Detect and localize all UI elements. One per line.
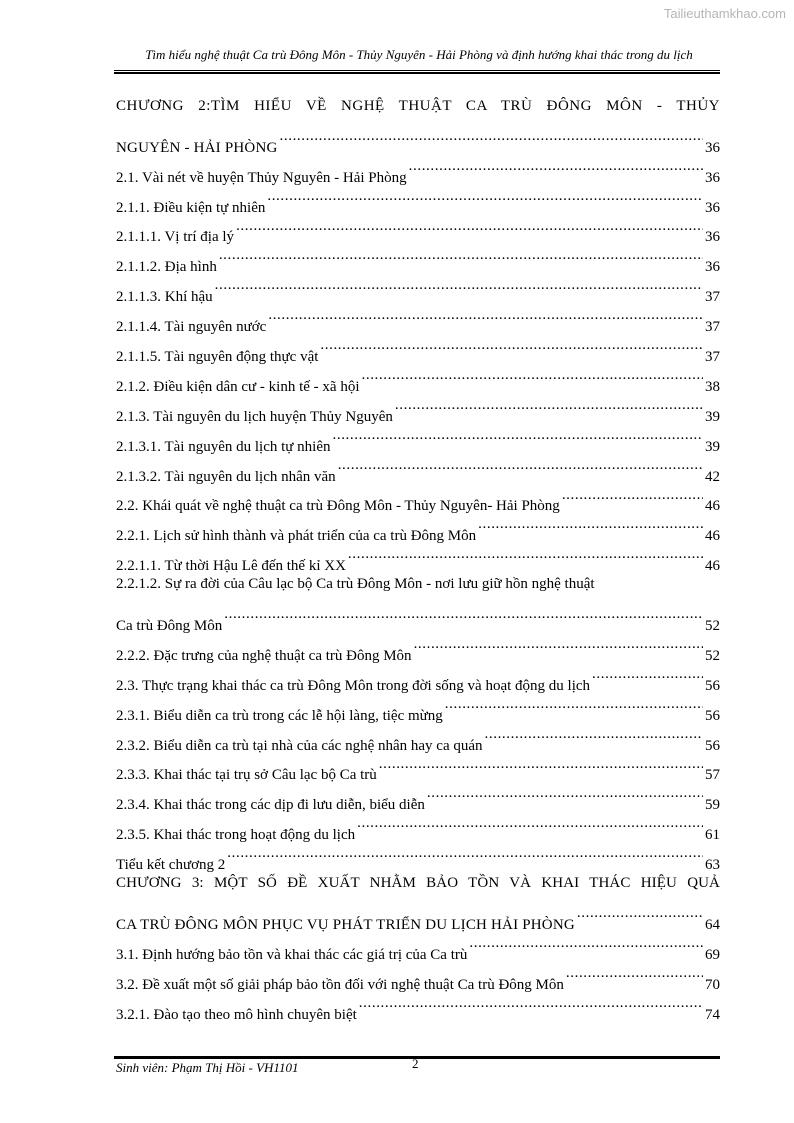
toc-entry-title: NGUYÊN - HẢI PHÒNG — [116, 139, 278, 156]
toc-leader-dots — [357, 809, 703, 839]
header-rule — [114, 70, 720, 71]
table-of-contents — [116, 92, 720, 1023]
watermark: Tailieuthamkhao.com — [663, 6, 786, 21]
toc-entry-title: 2.3. Thực trạng khai thác ca trù Đông Môn trong đời sống và hoạt động du lịch — [116, 677, 591, 694]
toc-entry-2212-line-1: 2.2.1.2. Sự ra đời của Câu lạc bộ Ca trù Đông Môn - nơi lưu giữ hồn nghệ thuật — [116, 576, 595, 593]
toc-leader-dots — [478, 510, 703, 540]
toc-page-number: 52 — [705, 618, 720, 635]
toc-entry-title: 2.2.2. Đặc trưng của nghệ thuật ca trù Đông Môn — [116, 647, 412, 664]
toc-chapter-2[interactable] — [116, 122, 720, 156]
toc-page-number: 56 — [705, 707, 720, 724]
toc-leader-dots — [338, 451, 703, 481]
toc-leader-dots — [224, 600, 703, 630]
toc-leader-dots — [562, 481, 703, 511]
toc-leader-dots — [592, 660, 703, 690]
toc-leader-dots — [280, 122, 703, 152]
toc-page-number: 69 — [705, 946, 720, 963]
toc-leader-dots — [469, 929, 703, 959]
toc-page-number: 70 — [705, 976, 720, 993]
toc-entry-title: 3.1. Định hướng bảo tồn và khai thác các giá trị của Ca trù — [116, 946, 468, 963]
toc-page-number: 37 — [705, 289, 720, 306]
toc-page-number: 61 — [705, 827, 720, 844]
toc-entry-title: 2.1.1.2. Địa hình — [116, 259, 217, 276]
toc-entry-title: 2.3.4. Khai thác trong các dịp đi lưu diễn, biểu diễn — [116, 797, 425, 814]
toc-entry-title: 3.2. Đề xuất một số giải pháp bảo tồn đối với nghệ thuật Ca trù Đông Môn — [116, 976, 564, 993]
toc-leader-dots — [395, 391, 703, 421]
toc-entry-title: 2.2.1.1. Từ thời Hậu Lê đến thế kỉ XX — [116, 558, 346, 575]
toc-page-number: 42 — [705, 468, 720, 485]
toc-entry-title: 2.1.1.1. Vị trí địa lý — [116, 229, 235, 246]
toc-page-number: 46 — [705, 558, 720, 575]
toc-entry-title: 2.1.2. Điều kiện dân cư - kinh tế - xã hội — [116, 378, 360, 395]
running-header: Tìm hiểu nghệ thuật Ca trù Đông Môn - Thủy Nguyên - Hải Phòng và định hướng khai thác trong du lịch — [145, 47, 693, 62]
toc-leader-dots — [577, 899, 703, 929]
toc-entry-title: Ca trù Đông Môn — [116, 618, 223, 635]
toc-entry-title: 2.3.3. Khai thác tại trụ sở Câu lạc bộ Ca trù — [116, 767, 377, 784]
toc-entry-title: CA TRÙ ĐÔNG MÔN PHỤC VỤ PHÁT TRIỂN DU LỊCH HẢI PHÒNG — [116, 916, 575, 933]
toc-entry-title: 2.1. Vài nét về huyện Thủy Nguyên - Hải Phòng — [116, 169, 407, 186]
toc-leader-dots — [359, 989, 703, 1019]
toc-entry-title: Tiểu kết chương 2 — [116, 857, 226, 874]
toc-entry-2212[interactable] — [116, 600, 720, 635]
toc-page-number: 59 — [705, 797, 720, 814]
toc-leader-dots — [414, 630, 703, 660]
toc-page-number: 39 — [705, 408, 720, 425]
toc-entry-title: 2.1.1.3. Khí hậu — [116, 289, 213, 306]
toc-leader-dots — [566, 959, 703, 989]
toc-leader-dots — [227, 839, 703, 869]
toc-page-number: 74 — [705, 1006, 720, 1023]
toc-leader-dots — [409, 152, 703, 182]
toc-page-number: 64 — [705, 916, 720, 933]
toc-entry-title: 2.1.1.4. Tài nguyên nước — [116, 319, 267, 336]
toc-leader-dots — [485, 720, 703, 750]
toc-page-number: 52 — [705, 647, 720, 664]
toc-page-number: 46 — [705, 498, 720, 515]
toc-entry-title: 2.3.1. Biểu diễn ca trù trong các lễ hội làng, tiệc mừng — [116, 707, 443, 724]
toc-page-number: 36 — [705, 259, 720, 276]
toc-entry-title: 2.1.1.5. Tài nguyên động thực vật — [116, 349, 319, 366]
toc-page-number: 56 — [705, 737, 720, 754]
toc-chapter-3-line-1: CHƯƠNG 3: MỘT SỐ ĐỀ XUẤT NHẰM BẢO TỒN VÀ KHAI THÁC HIỆU QUẢ — [116, 875, 720, 892]
toc-entry-title: 2.1.3. Tài nguyên du lịch huyện Thủy Nguyên — [116, 408, 393, 425]
toc-entry-title: 2.1.3.1. Tài nguyên du lịch tự nhiên — [116, 438, 331, 455]
toc-leader-dots — [215, 271, 703, 301]
toc-page-number: 37 — [705, 319, 720, 336]
toc-page-number: 38 — [705, 378, 720, 395]
toc-leader-dots — [379, 750, 703, 780]
toc-entry-title: 2.1.3.2. Tài nguyên du lịch nhân văn — [116, 468, 336, 485]
toc-page-number: 37 — [705, 349, 720, 366]
toc-page-number: 56 — [705, 677, 720, 694]
toc-entry-title: 3.2.1. Đào tạo theo mô hình chuyên biệt — [116, 1006, 357, 1023]
toc-entry-title: 2.2.1. Lịch sử hình thành và phát triển của ca trù Đông Môn — [116, 528, 477, 545]
toc-leader-dots — [445, 690, 703, 720]
toc-leader-dots — [348, 540, 703, 570]
toc-leader-dots — [219, 241, 703, 271]
header-rule-thick — [114, 72, 720, 74]
toc-entry-title: 2.3.5. Khai thác trong hoạt động du lịch — [116, 827, 356, 844]
toc-entry-title: 2.3.2. Biểu diễn ca trù tại nhà của các nghệ nhân hay ca quán — [116, 737, 483, 754]
toc-page-number: 39 — [705, 438, 720, 455]
toc-page-number: 36 — [705, 229, 720, 246]
toc-page-number: 36 — [705, 139, 720, 156]
toc-leader-dots — [362, 361, 704, 391]
toc-page-number: 36 — [705, 169, 720, 186]
toc-entry-title: 2.2. Khái quát về nghệ thuật ca trù Đông Môn - Thủy Nguyên- Hải Phòng — [116, 498, 560, 515]
toc-entry-title: 2.1.1. Điều kiện tự nhiên — [116, 199, 266, 216]
toc-leader-dots — [236, 212, 703, 242]
toc-leader-dots — [333, 421, 704, 451]
page-number: 2 — [412, 1056, 419, 1071]
toc-leader-dots — [267, 182, 703, 212]
toc-page-number: 57 — [705, 767, 720, 784]
toc-chapter-3[interactable] — [116, 899, 720, 933]
footer-student: Sinh viên: Phạm Thị Hồi - VH1101 — [116, 1060, 299, 1075]
toc-page-number: 63 — [705, 857, 720, 874]
toc-leader-dots — [320, 331, 703, 361]
toc-chapter-2-line-1: CHƯƠNG 2:TÌM HIỂU VỀ NGHỆ THUẬT CA TRÙ ĐÔNG MÔN - THỦY — [116, 98, 720, 114]
toc-leader-dots — [427, 779, 703, 809]
toc-page-number: 36 — [705, 199, 720, 216]
toc-leader-dots — [268, 301, 703, 331]
toc-page-number: 46 — [705, 528, 720, 545]
